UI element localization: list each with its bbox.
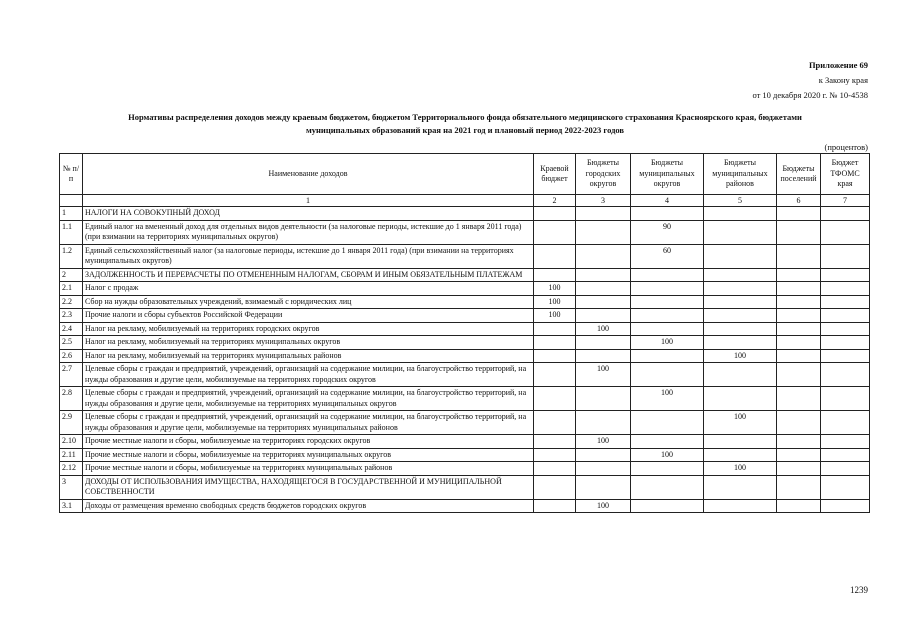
rate-cell <box>777 475 821 499</box>
row-number: 2.10 <box>60 435 83 449</box>
income-name: Налог на рекламу, мобилизуемый на территориях муниципальных районов <box>83 349 534 363</box>
table-row <box>60 475 870 499</box>
rate-cell <box>534 244 576 268</box>
rate-cell: 100 <box>631 448 704 462</box>
appendix-date: от 10 декабря 2020 г. № 10-4538 <box>752 90 868 100</box>
rate-cell <box>534 336 576 350</box>
rate-cell <box>777 349 821 363</box>
table-row <box>60 309 870 323</box>
rate-cell <box>777 387 821 411</box>
rate-cell <box>576 244 631 268</box>
rate-cell <box>777 336 821 350</box>
rate-cell <box>576 207 631 221</box>
header-row <box>60 154 870 195</box>
rate-cell <box>777 268 821 282</box>
table-row <box>60 220 870 244</box>
rate-cell <box>576 309 631 323</box>
income-name: Сбор на нужды образовательных учреждений, взимаемый с юридических лиц <box>83 295 534 309</box>
rate-cell <box>631 363 704 387</box>
page-number: 1239 <box>850 585 868 595</box>
rate-cell <box>704 282 777 296</box>
rate-cell <box>704 336 777 350</box>
table-row <box>60 448 870 462</box>
rate-cell: 60 <box>631 244 704 268</box>
rate-cell <box>631 475 704 499</box>
rate-cell <box>631 282 704 296</box>
rate-cell <box>534 268 576 282</box>
income-name: Единый налог на вмененный доход для отдельных видов деятельности (за налоговые периоды, истекшие до 1 января 2011 года) (при взимании на территориях муниципальных округов) <box>83 220 534 244</box>
rate-cell: 90 <box>631 220 704 244</box>
column-number: 3 <box>576 195 631 207</box>
title-line-2: муниципальных образований края на 2021 год и плановый период 2022-2023 годов <box>305 124 625 135</box>
rate-cell <box>534 435 576 449</box>
rate-cell <box>576 387 631 411</box>
header-col-settlement: Бюджеты поселений <box>777 154 821 195</box>
rate-cell <box>704 435 777 449</box>
rate-cell <box>534 322 576 336</box>
table-row <box>60 207 870 221</box>
header-col-district: Бюджеты муниципальных районов <box>704 154 777 195</box>
rate-cell <box>821 295 870 309</box>
rate-cell <box>777 499 821 513</box>
income-name: Прочие местные налоги и сборы, мобилизуемые на территориях муниципальных районов <box>83 462 534 476</box>
income-name: НАЛОГИ НА СОВОКУПНЫЙ ДОХОД <box>83 207 534 221</box>
row-number: 2.8 <box>60 387 83 411</box>
rate-cell <box>704 363 777 387</box>
income-name: Целевые сборы с граждан и предприятий, учреждений, организаций на содержание милиции, на благоустройство территорий, на нужды образования и другие цели, мобилизуемые на территориях городских округов <box>83 363 534 387</box>
rate-cell <box>631 499 704 513</box>
table-row <box>60 411 870 435</box>
rate-cell <box>631 349 704 363</box>
table-row <box>60 268 870 282</box>
row-number: 2.5 <box>60 336 83 350</box>
rate-cell <box>576 295 631 309</box>
rate-cell: 100 <box>534 309 576 323</box>
row-number: 2.12 <box>60 462 83 476</box>
income-name: Прочие налоги и сборы субъектов Российской Федерации <box>83 309 534 323</box>
income-name: ДОХОДЫ ОТ ИСПОЛЬЗОВАНИЯ ИМУЩЕСТВА, НАХОДЯЩЕГОСЯ В ГОСУДАРСТВЕННОЙ И МУНИЦИПАЛЬНОЙ СОБСТВЕННОСТИ <box>83 475 534 499</box>
rate-cell <box>631 322 704 336</box>
row-number: 2.2 <box>60 295 83 309</box>
rate-cell: 100 <box>576 363 631 387</box>
rate-cell <box>821 448 870 462</box>
appendix-number: Приложение 69 <box>808 60 868 70</box>
rate-cell: 100 <box>534 282 576 296</box>
rate-cell <box>534 462 576 476</box>
rate-cell <box>821 244 870 268</box>
header-col-city: Бюджеты городских округов <box>576 154 631 195</box>
row-number: 2.1 <box>60 282 83 296</box>
rate-cell: 100 <box>631 387 704 411</box>
header-col-regional: Краевой бюджет <box>534 154 576 195</box>
table-row <box>60 349 870 363</box>
rate-cell <box>821 435 870 449</box>
rate-cell <box>534 349 576 363</box>
rate-cell <box>576 220 631 244</box>
rate-cell <box>777 207 821 221</box>
row-number: 1.1 <box>60 220 83 244</box>
rate-cell <box>704 207 777 221</box>
income-name: ЗАДОЛЖЕННОСТЬ И ПЕРЕРАСЧЕТЫ ПО ОТМЕНЕННЫМ НАЛОГАМ, СБОРАМ И ИНЫМ ОБЯЗАТЕЛЬНЫМ ПЛАТЕЖАМ <box>83 268 534 282</box>
rate-cell <box>576 475 631 499</box>
table-row <box>60 322 870 336</box>
rate-cell <box>631 268 704 282</box>
rate-cell <box>821 220 870 244</box>
row-number: 2.7 <box>60 363 83 387</box>
rate-cell <box>631 411 704 435</box>
rate-cell <box>631 309 704 323</box>
units-label: (процентов) <box>824 142 868 152</box>
rate-cell <box>704 499 777 513</box>
income-name: Прочие местные налоги и сборы, мобилизуемые на территориях муниципальных округов <box>83 448 534 462</box>
row-number: 1.2 <box>60 244 83 268</box>
column-number: 5 <box>704 195 777 207</box>
rate-cell <box>777 462 821 476</box>
rate-cell <box>534 475 576 499</box>
income-name: Целевые сборы с граждан и предприятий, учреждений, организаций на содержание милиции, на благоустройство территорий, на нужды образования и другие цели, мобилизуемые на территориях муниципальных округов <box>83 387 534 411</box>
row-number: 1 <box>60 207 83 221</box>
rate-cell <box>821 349 870 363</box>
rate-cell <box>534 387 576 411</box>
header-no: № п/п <box>60 154 83 195</box>
table-row <box>60 387 870 411</box>
rate-cell <box>704 448 777 462</box>
row-number: 3 <box>60 475 83 499</box>
rate-cell <box>534 220 576 244</box>
rate-cell: 100 <box>631 336 704 350</box>
rate-cell <box>704 244 777 268</box>
table-row <box>60 282 870 296</box>
rate-cell <box>704 475 777 499</box>
income-name: Прочие местные налоги и сборы, мобилизуемые на территориях городских округов <box>83 435 534 449</box>
rate-cell <box>777 244 821 268</box>
rate-cell <box>576 349 631 363</box>
rate-cell <box>777 448 821 462</box>
row-number: 3.1 <box>60 499 83 513</box>
rate-cell <box>777 435 821 449</box>
rate-cell <box>576 462 631 476</box>
header-name: Наименование доходов <box>83 154 534 195</box>
rate-cell <box>821 462 870 476</box>
rate-cell <box>704 295 777 309</box>
rate-cell <box>534 411 576 435</box>
rate-cell <box>631 207 704 221</box>
rate-cell <box>821 268 870 282</box>
rate-cell <box>534 207 576 221</box>
row-number: 2.3 <box>60 309 83 323</box>
income-name: Доходы от размещения временно свободных средств бюджетов городских округов <box>83 499 534 513</box>
row-number: 2 <box>60 268 83 282</box>
header-col-municipal: Бюджеты муниципальных округов <box>631 154 704 195</box>
rate-cell <box>576 411 631 435</box>
rate-cell: 100 <box>576 499 631 513</box>
rate-cell <box>576 268 631 282</box>
table-row <box>60 499 870 513</box>
rate-cell <box>534 499 576 513</box>
income-name: Налог с продаж <box>83 282 534 296</box>
rate-cell: 100 <box>704 349 777 363</box>
column-number: 7 <box>821 195 870 207</box>
rate-cell <box>777 363 821 387</box>
rate-cell <box>777 411 821 435</box>
table-row <box>60 295 870 309</box>
header-col-tfoms: Бюджет ТФОМС края <box>821 154 870 195</box>
rate-cell <box>777 322 821 336</box>
rate-cell <box>631 295 704 309</box>
rate-cell <box>704 268 777 282</box>
rate-cell <box>704 387 777 411</box>
rate-cell <box>821 207 870 221</box>
rate-cell <box>704 309 777 323</box>
rate-cell <box>821 387 870 411</box>
rate-cell <box>534 448 576 462</box>
table-row <box>60 435 870 449</box>
rate-cell <box>576 336 631 350</box>
row-number: 2.11 <box>60 448 83 462</box>
rate-cell: 100 <box>704 411 777 435</box>
rate-cell <box>821 411 870 435</box>
table-row <box>60 336 870 350</box>
rate-cell <box>576 282 631 296</box>
income-name: Единый сельскохозяйственный налог (за налоговые периоды, истекшие до 1 января 2011 года) (при взимании на территориях муниципальных округов) <box>83 244 534 268</box>
rate-cell <box>821 475 870 499</box>
rate-cell <box>631 462 704 476</box>
row-number: 2.9 <box>60 411 83 435</box>
row-number: 2.6 <box>60 349 83 363</box>
rate-cell: 100 <box>576 322 631 336</box>
column-number: 4 <box>631 195 704 207</box>
rate-cell <box>704 322 777 336</box>
rate-cell <box>821 322 870 336</box>
rate-cell <box>777 220 821 244</box>
rate-cell <box>534 363 576 387</box>
rate-cell <box>821 499 870 513</box>
rate-cell <box>631 435 704 449</box>
rate-cell <box>821 309 870 323</box>
appendix-block <box>752 58 868 103</box>
income-name: Налог на рекламу, мобилизуемый на территориях муниципальных округов <box>83 336 534 350</box>
rate-cell <box>704 220 777 244</box>
column-number: 2 <box>534 195 576 207</box>
title-line-1: Нормативы распределения доходов между краевым бюджетом, бюджетом Территориального фонда обязательного медицинского страхования Красноярского края, бюджетами <box>128 112 802 122</box>
appendix-law: к Закону края <box>818 75 868 85</box>
rate-cell: 100 <box>576 435 631 449</box>
document-title <box>60 111 870 136</box>
rate-cell <box>777 309 821 323</box>
rate-cell: 100 <box>704 462 777 476</box>
income-name: Целевые сборы с граждан и предприятий, учреждений, организаций на содержание милиции, на благоустройство территорий, на нужды образования и другие цели, мобилизуемые на территориях муниципальных районов <box>83 411 534 435</box>
column-number: 1 <box>83 195 534 207</box>
rate-cell <box>777 295 821 309</box>
column-number: 6 <box>777 195 821 207</box>
column-number <box>60 195 83 207</box>
row-number: 2.4 <box>60 322 83 336</box>
rate-cell <box>777 282 821 296</box>
rate-cell <box>576 448 631 462</box>
column-number-row <box>60 195 870 207</box>
table-row <box>60 363 870 387</box>
income-name: Налог на рекламу, мобилизуемый на территориях городских округов <box>83 322 534 336</box>
table-row <box>60 244 870 268</box>
rate-cell <box>821 363 870 387</box>
table-row <box>60 462 870 476</box>
rate-cell <box>821 336 870 350</box>
rate-cell <box>821 282 870 296</box>
rate-cell: 100 <box>534 295 576 309</box>
revenue-table <box>59 153 870 513</box>
